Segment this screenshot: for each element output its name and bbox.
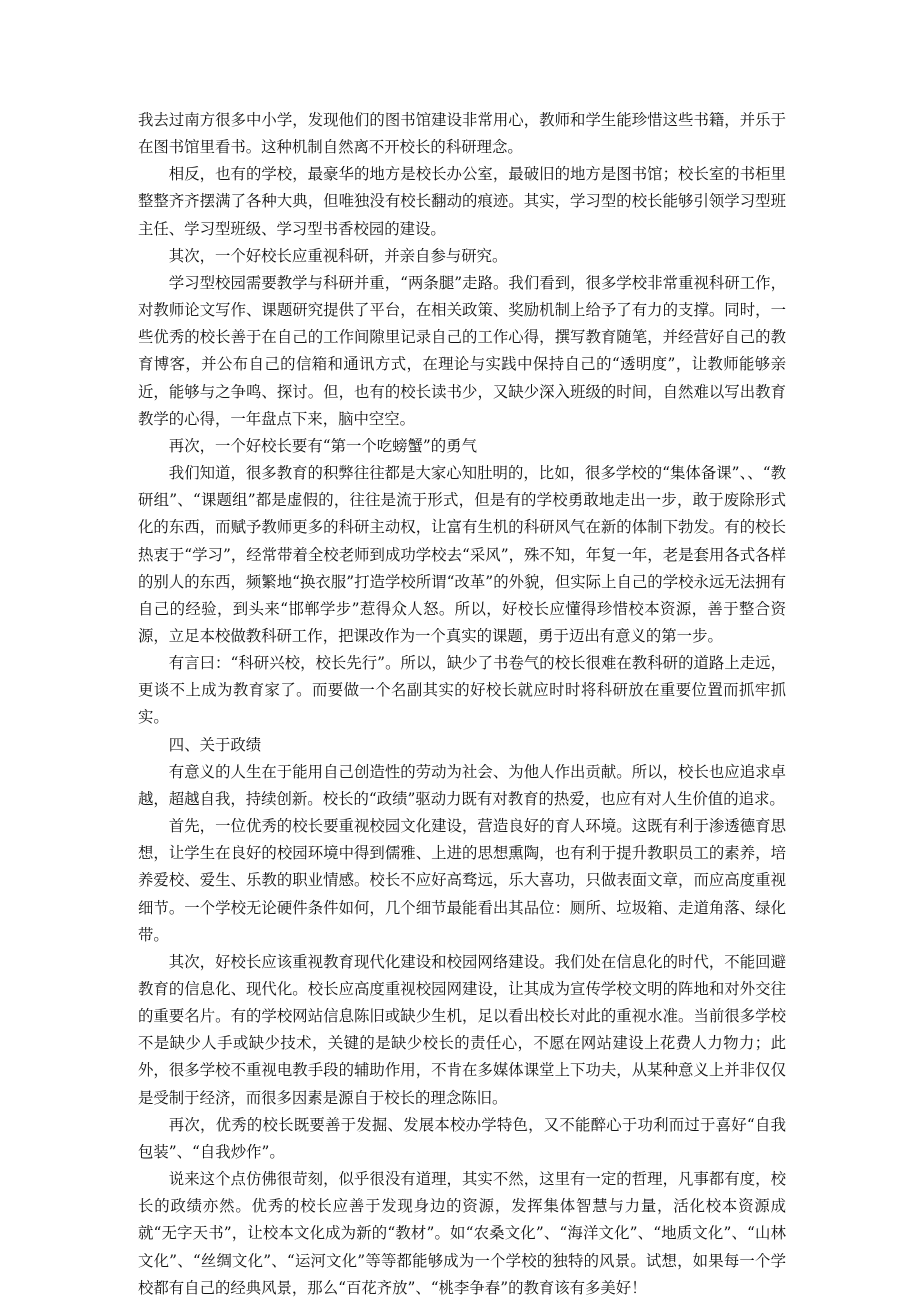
paragraph-heading-research: 其次，一个好校长应重视科研，并亲自参与研究。 xyxy=(168,246,508,265)
paragraph-network-construction: 其次，好校长应该重视教育现代化建设和校园网络建设。我们处在信息化的时代，不能回避教育的信息化、现代化。校长应高度重视校园网建设，让其成为宣传学校文明的阵地和对外交往的重要名片。有的学校网站信息陈旧或缺少生机，足以看出校长对此的重视水准。当前很多学校不是缺少人手或缺少技术，关键的是缺少校长的责任心，不愿在网站建设上花费人力物力；此外，很多学校不重视电教手段的辅助作用，不肯在多媒体课堂上下功夫，从某种意义上并非仅仅是受制于经济，而很多因素是源自于校长的理念陈旧。 xyxy=(138,952,786,1107)
paragraph-local-resources: 说来这个点仿佛很苛刻，似乎很没有道理，其实不然，这里有一定的哲理，凡事都有度，校长的政绩亦然。优秀的校长应善于发现身边的资源，发挥集体智慧与力量，活化校本资源成就“无字天书”，让校本文化成为新的“教材”。如“农桑文化”、“海洋文化”、“地质文化”、“山林文化”、“丝绸文化”、“运河文化”等等都能够成为一个学校的独特的风景。试想，如果每一个学校都有自己的经典风景，那么“百花齐放”、“桃李争春”的教育该有多美好！ xyxy=(138,1170,786,1297)
paragraph-library-intro: 我去过南方很多中小学，发现他们的图书馆建设非常用心，教师和学生能珍惜这些书籍，并乐于在图书馆里看书。这种机制自然离不开校长的科研理念。 xyxy=(138,111,786,157)
paragraph-research-balance: 学习型校园需要教学与科研并重，“两条腿”走路。我们看到，很多学校非常重视科研工作，对教师论文写作、课题研究提供了平台，在相关政策、奖励机制上给予了有力的支撑。同时，一些优秀的校长善于在自己的工作间隙里记录自己的工作心得，撰写教育随笔，并经营好自己的教育博客，并公布自己的信箱和通讯方式，在理论与实践中保持自己的“透明度”，让教师能够亲近，能够与之争鸣、探讨。但，也有的校长读书少，又缺少深入班级的时间，自然难以写出教育教学的心得，一年盘点下来，脑中空空。 xyxy=(138,273,786,428)
paragraph-courage-body: 我们知道，很多教育的积弊往往都是大家心知肚明的，比如，很多学校的“集体备课”、、“教研组”、“课题组”都是虚假的，往往是流于形式，但是有的学校勇敢地走出一步，敢于废除形式化的东西，而赋予教师更多的科研主动权，让富有生机的科研风气在新的体制下勃发。有的校长热衷于“学习”，经常带着全校老师到成功学校去“采风”，殊不知，年复一年，老是套用各式各样的别人的东西，频繁地“换衣服”打造学校所谓“改革”的外貌，但实际上自己的学校永远无法拥有自己的经验，到头来“邯郸学步”惹得众人怒。所以，好校长应懂得珍惜校本资源，善于整合资源，立足本校做教科研工作，把课改作为一个真实的课题，勇于迈出有意义的第一步。 xyxy=(138,464,786,645)
paragraph-school-features: 再次，优秀的校长既要善于发掘、发展本校办学特色，又不能醉心于功利而过于喜好“自我包装”、“自我炒作”。 xyxy=(138,1115,786,1161)
paragraph-saying: 有言曰：“科研兴校，校长先行”。所以，缺少了书卷气的校长很难在教科研的道路上走远，更谈不上成为教育家了。而要做一个名副其实的好校长就应时时将科研放在重要位置而抓牢抓实。 xyxy=(138,654,786,727)
section-heading-achievements: 四、关于政绩 xyxy=(168,735,262,754)
paragraph-campus-culture: 首先，一位优秀的校长要重视校园文化建设，营造良好的育人环境。这既有利于渗透德育思想，让学生在良好的校园环境中得到儒雅、上进的思想熏陶，也有利于提升教职员工的素养，培养爱校、爱生、乐教的职业情感。校长不应好高骛远，乐大喜功，只做表面文章，而应高度重视细节。一个学校无论硬件条件如何，几个细节最能看出其品位：厕所、垃圾箱、走道角落、绿化带。 xyxy=(138,817,786,944)
paragraph-meaningful-life: 有意义的人生在于能用自己创造性的劳动为社会、为他人作出贡献。所以，校长也应追求卓越，超越自我，持续创新。校长的“政绩”驱动力既有对教育的热爱，也应有对人生价值的追求。 xyxy=(138,762,786,808)
document-body xyxy=(138,107,786,1302)
paragraph-heading-courage: 再次，一个好校长要有“第一个吃螃蟹”的勇气 xyxy=(168,436,477,455)
paragraph-contrast-office: 相反，也有的学校，最豪华的地方是校长办公室，最破旧的地方是图书馆；校长室的书柜里整整齐齐摆满了各种大典，但唯独没有校长翻动的痕迹。其实，学习型的校长能够引领学习型班主任、学习型班级、学习型书香校园的建设。 xyxy=(138,165,786,238)
